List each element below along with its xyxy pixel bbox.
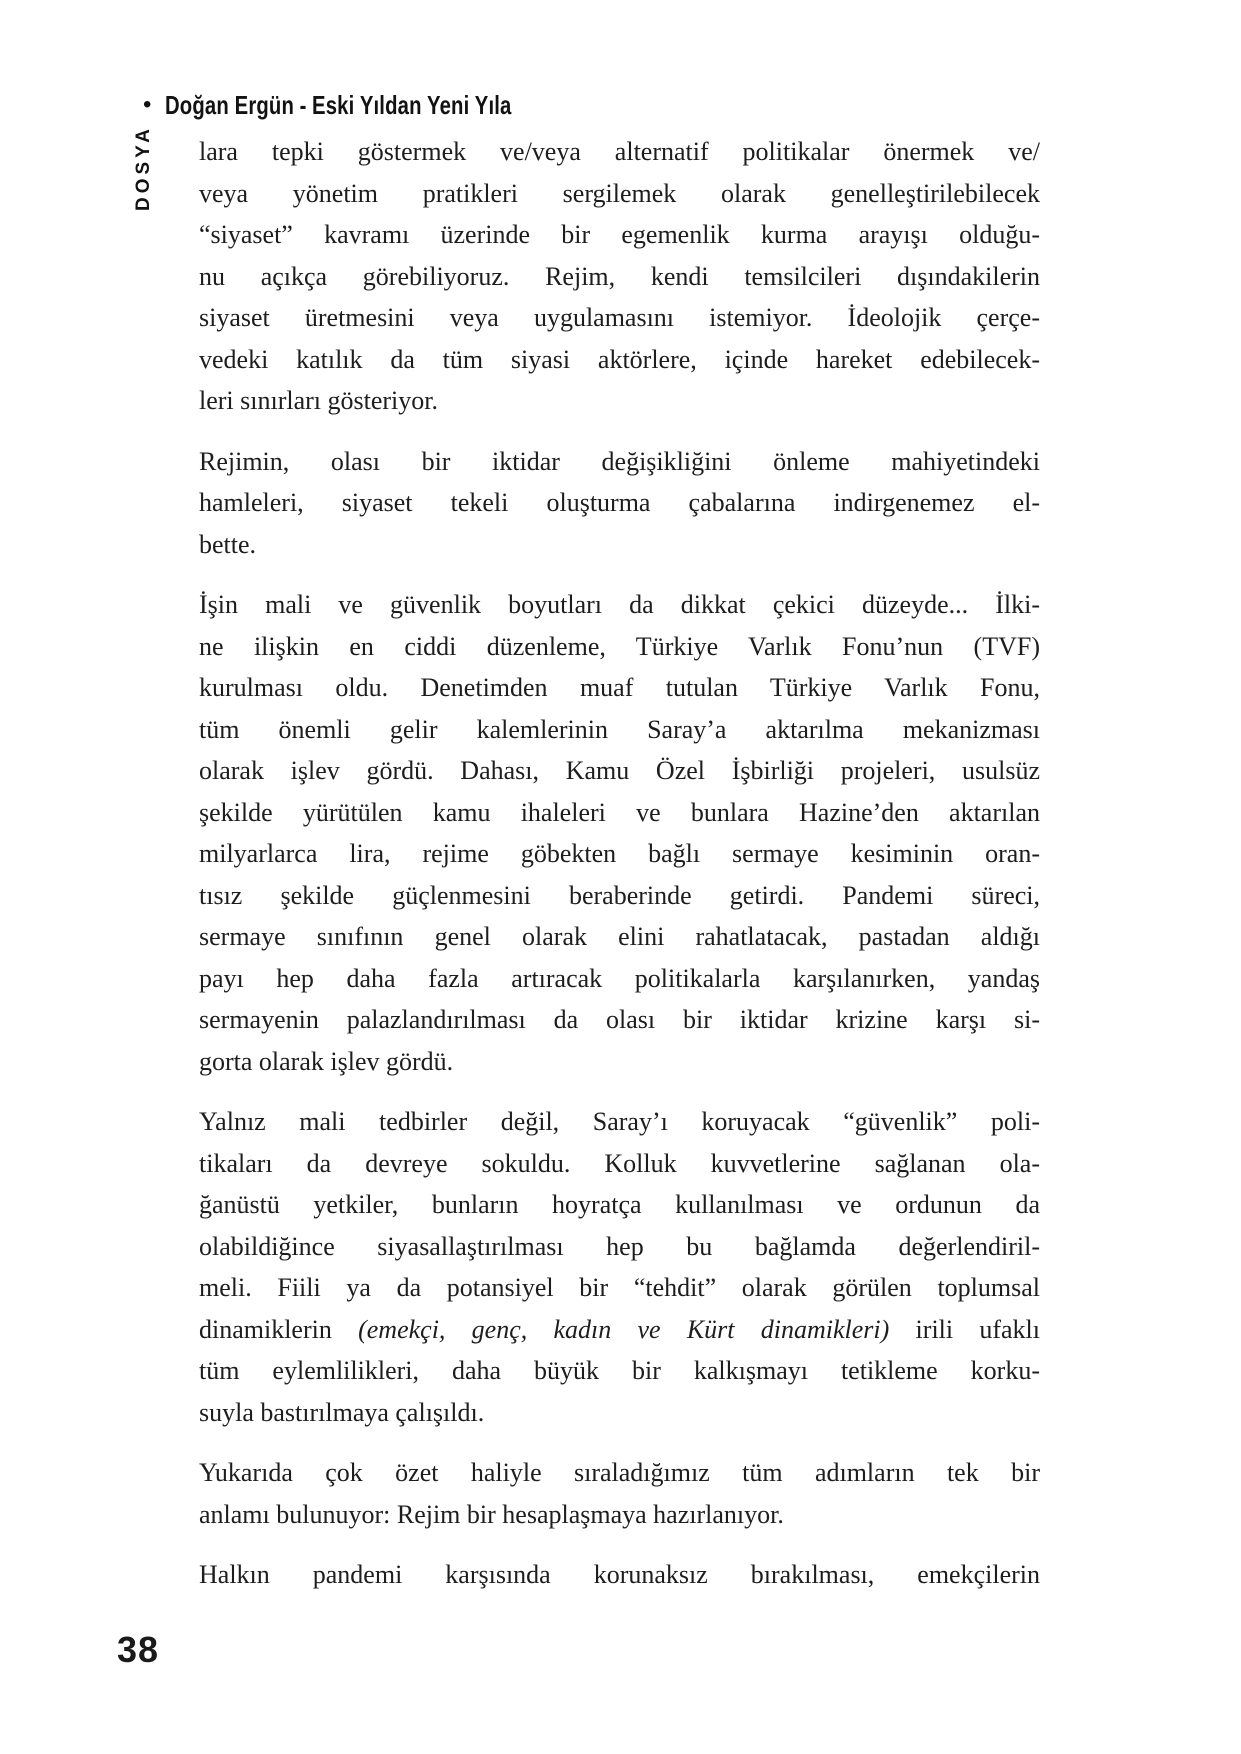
text-line: meli. Fiili ya da potansiyel bir “tehdit” olarak görülen toplumsal bbox=[199, 1273, 1040, 1302]
paragraph bbox=[199, 1101, 1040, 1433]
header-author: Doğan Ergün bbox=[165, 90, 295, 120]
text-line: Halkın pandemi karşısında korunaksız bırakılması, emekçilerin bbox=[199, 1560, 1040, 1589]
text-line: olarak işlev gördü. Dahası, Kamu Özel İşbirliği projeleri, usulsüz bbox=[199, 756, 1040, 785]
text-line: tüm önemli gelir kalemlerinin Saray’a aktarılma mekanizması bbox=[199, 714, 1040, 744]
text-line: veya yönetim pratikleri sergilemek olarak genelleştirilebilecek bbox=[199, 178, 1040, 208]
text-line: sermaye sınıfının genel olarak elini rahatlatacak, pastadan aldığı bbox=[199, 922, 1040, 951]
header-separator: - bbox=[294, 90, 313, 120]
text-line: leri sınırları gösteriyor. bbox=[199, 386, 439, 415]
paragraph bbox=[199, 441, 1040, 566]
paragraph bbox=[199, 131, 1040, 422]
text-line: tikaları da devreye sokuldu. Kolluk kuvvetlerine sağlanan ola- bbox=[199, 1148, 1040, 1178]
text-line: hamleleri, siyaset tekeli oluşturma çabalarına indirgenemez el- bbox=[199, 488, 1040, 517]
text-line: payı hep daha fazla artıracak politikalarla karşılanırken, yandaş bbox=[199, 963, 1040, 993]
emphasis-span: (emekçi, genç, kadın ve Kürt dinamikleri) bbox=[358, 1314, 890, 1344]
text-line: kurulması oldu. Denetimden muaf tutulan Türkiye Varlık Fonu, bbox=[199, 673, 1040, 702]
text-line: şekilde yürütülen kamu ihaleleri ve bunlara Hazine’den aktarılan bbox=[199, 797, 1040, 827]
text-line: vedeki katılık da tüm siyasi aktörlere, içinde hareket edebilecek- bbox=[199, 344, 1040, 374]
text-line: suyla bastırılmaya çalışıldı. bbox=[199, 1397, 485, 1427]
page-number: 38 bbox=[117, 1629, 160, 1670]
section-label-dosya: DOSYA bbox=[133, 125, 154, 211]
text-line: lara tepki göstermek ve/veya alternatif politikalar önermek ve/ bbox=[199, 137, 1040, 166]
header-title: Eski Yıldan Yeni Yıla bbox=[312, 90, 512, 120]
header-text bbox=[165, 92, 511, 118]
paragraph bbox=[199, 584, 1040, 1082]
page-header bbox=[143, 92, 610, 118]
text-line: ğanüstü yetkiler, bunların hoyratça kullanılması ve ordunun da bbox=[199, 1190, 1040, 1219]
text-line: Yukarıda çok özet haliyle sıraladığımız tüm adımların tek bir bbox=[199, 1458, 1040, 1487]
text-line: nu açıkça görebiliyoruz. Rejim, kendi temsilcileri dışındakilerin bbox=[199, 261, 1040, 291]
text-line: sermayenin palazlandırılması da olası bir iktidar krizine karşı si- bbox=[199, 1005, 1040, 1034]
body-text bbox=[199, 131, 1040, 1615]
text-line: gorta olarak işlev gördü. bbox=[199, 1046, 454, 1076]
text-line: tüm eylemlilikleri, daha büyük bir kalkışmayı tetikleme korku- bbox=[199, 1356, 1040, 1385]
text-line bbox=[199, 1309, 1040, 1351]
text-line: İşin mali ve güvenlik boyutları da dikkat çekici düzeyde... İlki- bbox=[199, 590, 1040, 619]
text-line: ne ilişkin en ciddi düzenleme, Türkiye Varlık Fonu’nun (TVF) bbox=[199, 631, 1040, 661]
paragraph bbox=[199, 1452, 1040, 1535]
text-line: “siyaset” kavramı üzerinde bir egemenlik kurma arayışı olduğu- bbox=[199, 220, 1040, 249]
text-segment: dinamiklerin bbox=[199, 1314, 359, 1344]
text-line: Yalnız mali tedbirler değil, Saray’ı koruyacak “güvenlik” poli- bbox=[199, 1107, 1040, 1136]
text-line: olabildiğince siyasallaştırılması hep bu bağlamda değerlendiril- bbox=[199, 1231, 1040, 1261]
text-line: Rejimin, olası bir iktidar değişikliğini önleme mahiyetindeki bbox=[199, 446, 1040, 476]
paragraph bbox=[199, 1554, 1040, 1596]
bullet-icon: • bbox=[143, 91, 152, 118]
text-line: anlamı bulunuyor: Rejim bir hesaplaşmaya hazırlanıyor. bbox=[199, 1499, 784, 1529]
text-line: siyaset üretmesini veya uygulamasını istemiyor. İdeolojik çerçe- bbox=[199, 303, 1040, 332]
text-line: milyarlarca lira, rejime göbekten bağlı sermaye kesiminin oran- bbox=[199, 839, 1040, 868]
text-line: bette. bbox=[199, 529, 257, 559]
text-line: tısız şekilde güçlenmesini beraberinde getirdi. Pandemi süreci, bbox=[199, 880, 1040, 910]
text-segment: irili ufaklı bbox=[889, 1314, 1041, 1344]
